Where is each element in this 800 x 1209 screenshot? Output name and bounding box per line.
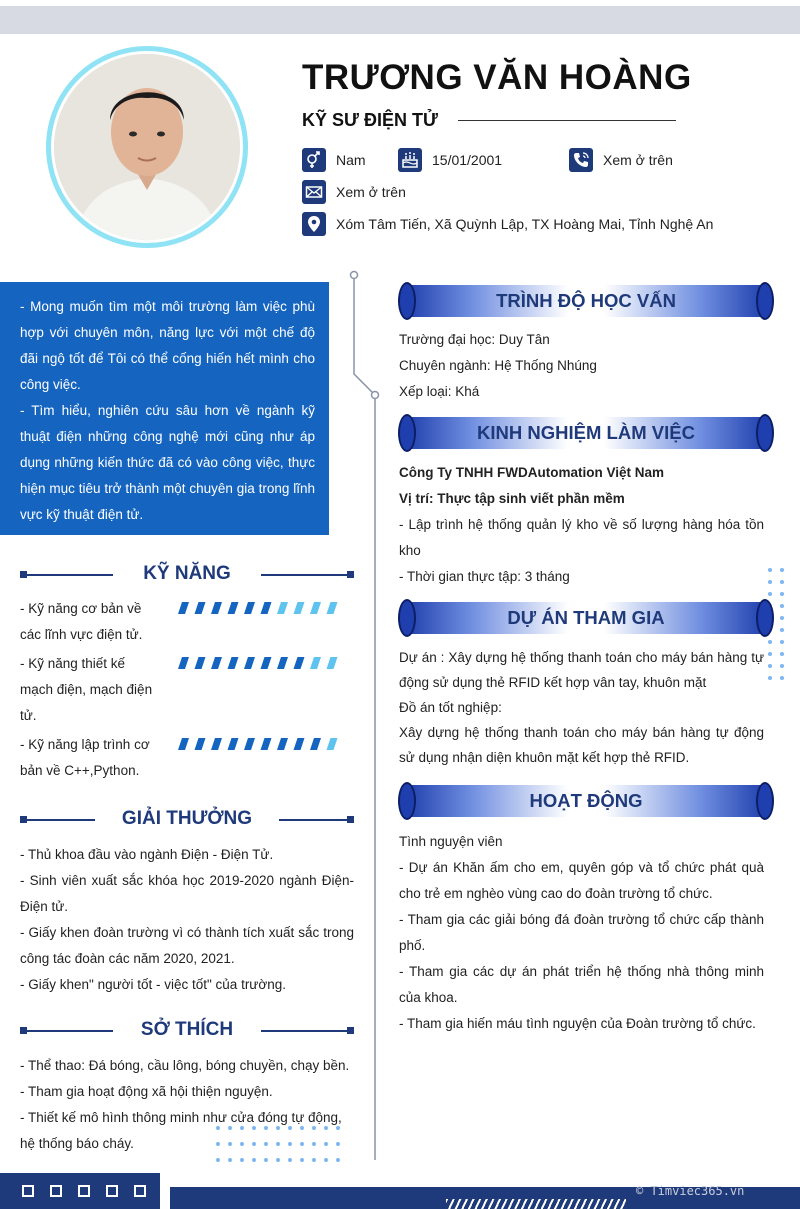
dot (768, 580, 772, 584)
education-banner (398, 282, 774, 320)
activity-line: - Tham gia hiến máu tình nguyện của Đoàn trường tổ chức. (399, 1016, 756, 1031)
dot (240, 1158, 244, 1162)
experience-details (399, 460, 764, 590)
title-divider (458, 120, 676, 121)
skill-bar-segment (228, 738, 239, 750)
dot (780, 604, 784, 608)
skill-bar-segment (327, 738, 338, 750)
skill-bar-segment (228, 602, 239, 614)
education-line: Chuyên ngành: Hệ Thống Nhúng (399, 358, 597, 373)
skill-3-label: - Kỹ năng lập trình cơ bản về C++,Python. (20, 737, 150, 778)
awards-list (20, 842, 354, 998)
contact-phone (569, 148, 673, 172)
skill-bar-segment (277, 657, 288, 669)
dot (336, 1126, 340, 1130)
dot (216, 1142, 220, 1146)
education-line: Xếp loại: Khá (399, 384, 480, 399)
projects-banner (398, 599, 774, 637)
skill-bar-segment (211, 602, 222, 614)
skill-bar-segment (310, 602, 321, 614)
dot (288, 1158, 292, 1162)
dot (228, 1126, 232, 1130)
dot (324, 1158, 328, 1162)
portrait-image (54, 54, 240, 240)
dot (276, 1142, 280, 1146)
dot-pattern-decoration (216, 1126, 340, 1166)
dot (300, 1142, 304, 1146)
dot (768, 652, 772, 656)
dot (264, 1126, 268, 1130)
profile-photo (51, 51, 243, 243)
project-line: Đồ án tốt nghiệp: (399, 700, 502, 715)
awards-title: GIẢI THƯỞNG (121, 808, 253, 829)
career-objective (0, 282, 329, 535)
activity-line: - Dự án Khăn ấm cho em, quyên góp và tổ chức phát quà cho trẻ em nghèo vùng cao do đoàn trường tổ chức. (399, 860, 764, 901)
contact-email (302, 180, 406, 204)
dot (768, 676, 772, 680)
skills-heading (20, 563, 354, 587)
skill-bar-segment (261, 602, 272, 614)
activities-title: HOẠT ĐỘNG (529, 790, 643, 811)
skill-bar-segment (195, 657, 206, 669)
hobbies-title: SỞ THÍCH (140, 1019, 234, 1040)
skill-bar-segment (195, 738, 206, 750)
skill-bar-segment (310, 657, 321, 669)
skill-bar-segment (261, 738, 272, 750)
education-line: Trường đại học: Duy Tân (399, 332, 550, 347)
dot (780, 640, 784, 644)
dot (228, 1158, 232, 1162)
hobbies-heading (20, 1019, 354, 1043)
skill-1-bar (176, 601, 346, 615)
dot (768, 640, 772, 644)
award-item: - Thủ khoa đầu vào ngành Điện - Điện Tử. (20, 847, 274, 862)
skill-bar-segment (211, 738, 222, 750)
skill-bar-segment (294, 738, 305, 750)
dot (228, 1142, 232, 1146)
objective-paragraph-1: - Mong muốn tìm một môi trường làm việc phù hợp với chuyên môn, năng lực với một chế độ đãi ngộ tốt để Tôi có thể cống hiến hết mình cho công việc. (20, 299, 315, 392)
email-icon (302, 180, 326, 204)
skill-bar-segment (327, 657, 338, 669)
email-value: Xem ở trên (336, 184, 406, 200)
awards-heading (20, 808, 354, 832)
skill-bar-segment (178, 657, 189, 669)
skill-bar-segment (277, 738, 288, 750)
birthday-value: 15/01/2001 (432, 152, 503, 168)
top-band (0, 6, 800, 34)
dot (336, 1158, 340, 1162)
contact-birthday (398, 148, 502, 172)
footer-brand: © Timviec365.vn (636, 1184, 745, 1198)
skill-bar-segment (244, 602, 255, 614)
activities-banner (398, 782, 774, 820)
birthday-cake-icon (398, 148, 422, 172)
dot (252, 1126, 256, 1130)
dot (288, 1126, 292, 1130)
project-line: Xây dựng hệ thống thanh toán cho máy bán hàng tự động sử dụng nhận diện khuôn mặt kết hợp thẻ RFID. (399, 725, 764, 765)
activities-details (399, 829, 764, 1037)
dot (780, 628, 784, 632)
hobby-item: - Tham gia hoạt động xã hội thiện nguyện. (20, 1084, 273, 1099)
dot (252, 1158, 256, 1162)
dot (276, 1158, 280, 1162)
skill-bar-segment (195, 602, 206, 614)
experience-line: - Thời gian thực tập: 3 tháng (399, 569, 570, 584)
dot (300, 1126, 304, 1130)
skill-bar-segment (178, 738, 189, 750)
dot (216, 1126, 220, 1130)
skill-bar-segment (277, 602, 288, 614)
skills-title: KỸ NĂNG (143, 563, 231, 584)
dot (780, 616, 784, 620)
dot (768, 664, 772, 668)
address-value: Xóm Tâm Tiến, Xã Quỳnh Lập, TX Hoàng Mai, Tỉnh Nghệ An (336, 216, 714, 232)
dot (780, 664, 784, 668)
dot (324, 1142, 328, 1146)
skill-bar-segment (294, 602, 305, 614)
award-item: - Giấy khen đoàn trường vì có thành tích xuất sắc trong công tác đoàn các năm 2020, 2021. (20, 925, 354, 966)
objective-paragraph-2: - Tìm hiểu, nghiên cứu sâu hơn về ngành kỹ thuật điện những công nghệ mới cũng như áp dụng những kiến thức đã có vào công việc, thực hiện mục tiêu trở thành một chuyên gia trong lĩnh vực kỹ thuật điện tử. (20, 403, 315, 522)
skill-bar-segment (261, 657, 272, 669)
education-details (399, 327, 769, 405)
avatar (46, 46, 248, 248)
skill-1-label: - Kỹ năng cơ bản về các lĩnh vực điện tử. (20, 601, 143, 642)
dot (312, 1158, 316, 1162)
skill-bar-segment (211, 657, 222, 669)
location-pin-icon (302, 212, 326, 236)
company-name: Công Ty TNHH FWDAutomation Việt Nam (399, 465, 664, 480)
dot (780, 568, 784, 572)
activity-line: - Tham gia các giải bóng đá đoàn trường tổ chức cấp thành phố. (399, 912, 764, 953)
dot (288, 1142, 292, 1146)
skill-bar-segment (327, 602, 338, 614)
skill-2-bar (176, 656, 346, 670)
dot (264, 1158, 268, 1162)
candidate-name: TRƯƠNG VĂN HOÀNG (302, 58, 692, 97)
contact-gender (302, 148, 366, 172)
dot (276, 1126, 280, 1130)
dot (312, 1126, 316, 1130)
footer (0, 1173, 800, 1209)
award-item: - Sinh viên xuất sắc khóa học 2019-2020 ngành Điện- Điện tử. (20, 873, 354, 914)
hobby-item: - Thể thao: Đá bóng, cầu lông, bóng chuyền, chạy bền. (20, 1058, 350, 1073)
contact-address (302, 212, 713, 236)
projects-details (399, 645, 764, 770)
skill-2-label: - Kỹ năng thiết kế mạch điện, mạch điện tử. (20, 656, 153, 723)
projects-title: DỰ ÁN THAM GIA (507, 607, 665, 628)
dot (768, 592, 772, 596)
skill-bar-segment (294, 657, 305, 669)
dot (264, 1142, 268, 1146)
dot (780, 592, 784, 596)
experience-banner (398, 414, 774, 452)
project-line: Dự án : Xây dựng hệ thống thanh toán cho máy bán hàng tự động sử dụng thẻ RFID kết hợp vân tay, khuôn mặt (399, 650, 764, 690)
experience-title: KINH NGHIỆM LÀM VIỆC (477, 422, 695, 443)
position: Vị trí: Thực tập sinh viết phần mềm (399, 491, 625, 506)
skill-bar-segment (244, 657, 255, 669)
dot (312, 1142, 316, 1146)
experience-line: - Lập trình hệ thống quản lý kho về số lượng hàng hóa tồn kho (399, 517, 764, 558)
dot (240, 1142, 244, 1146)
award-item: - Giấy khen" người tốt - việc tốt" của trường. (20, 977, 286, 992)
dot (324, 1126, 328, 1130)
dot (780, 580, 784, 584)
job-title: KỸ SƯ ĐIỆN TỬ (302, 110, 438, 130)
phone-icon (569, 148, 593, 172)
dot (252, 1142, 256, 1146)
gender-icon (302, 148, 326, 172)
activity-line: Tình nguyện viên (399, 834, 503, 849)
skill-bar-segment (178, 602, 189, 614)
dot (336, 1142, 340, 1146)
skill-bar-segment (228, 657, 239, 669)
activity-line: - Tham gia các dự án phát triển hệ thống nhà thông minh của khoa. (399, 964, 764, 1005)
phone-value: Xem ở trên (603, 152, 673, 168)
dot (216, 1158, 220, 1162)
dot (780, 652, 784, 656)
gender-value: Nam (336, 152, 366, 168)
hobby-item: - Thiết kế mô hình thông minh như cửa đóng tự động, hệ thống báo cháy. (20, 1110, 342, 1151)
dot (240, 1126, 244, 1130)
dot (768, 568, 772, 572)
skill-bar-segment (244, 738, 255, 750)
education-title: TRÌNH ĐỘ HỌC VẤN (496, 290, 676, 311)
skill-3-bar (176, 737, 346, 751)
dot (780, 676, 784, 680)
skill-bar-segment (310, 738, 321, 750)
dot (300, 1158, 304, 1162)
